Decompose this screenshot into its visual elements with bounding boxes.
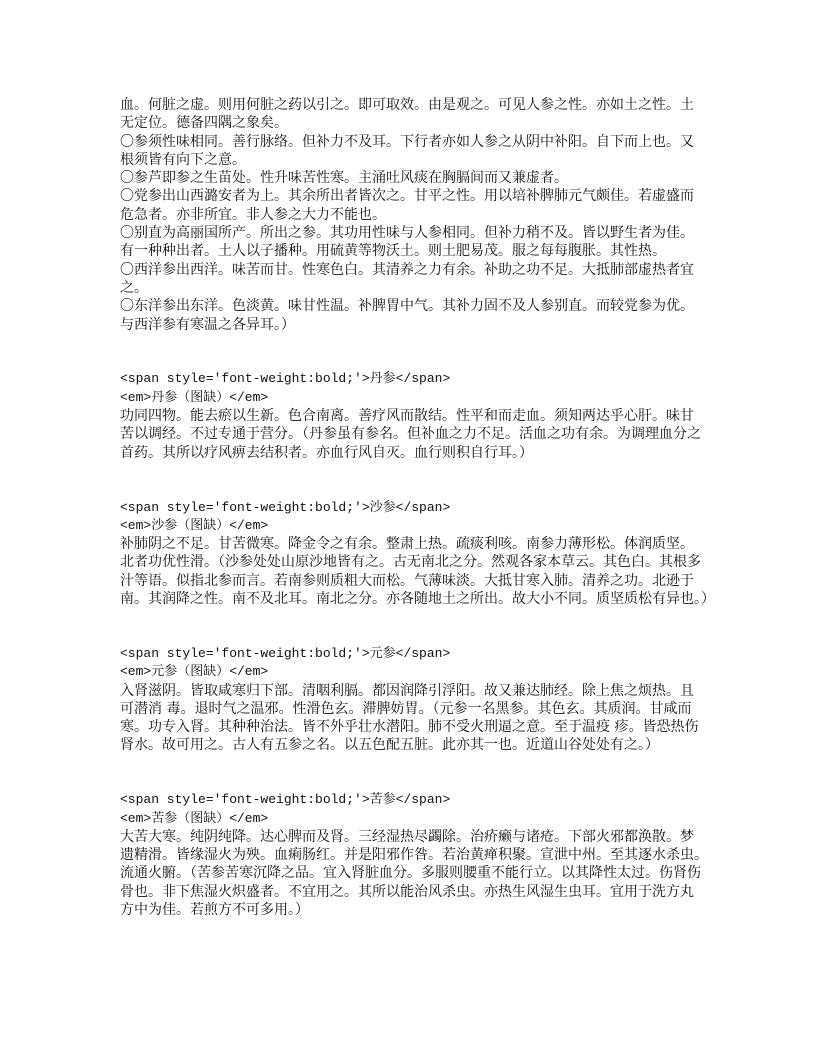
text-line: 〇参须性味相同。善行脉络。但补力不及耳。下行者亦如人参之从阴中补阳。自下而上也。又 <box>120 133 694 150</box>
text-line: 与西洋参有寒温之各异耳。） <box>120 316 295 333</box>
section-caption: <em>沙参（图缺）</em> <box>120 517 269 533</box>
section-caption: <em>丹参（图缺）</em> <box>120 389 269 405</box>
text-line: 无定位。德备四隅之象矣。 <box>120 115 288 132</box>
section-kushen <box>120 791 720 919</box>
text-line: 〇别直为高丽国所产。所出之参。其功用性味与人参相同。但补力稍不及。皆以野生者为佳。 <box>120 225 694 242</box>
text-line: 苦以调经。不过专通于营分。（丹参虽有参名。但补血之力不足。活血之功有余。为调理血分之 <box>120 426 701 443</box>
text-line: 南。其润降之性。南不及北耳。南北之分。亦各随地土之所出。故大小不同。质坚质松有异也。） <box>120 591 715 608</box>
section-header: <span style='font-weight:bold;'>丹参</span> <box>120 371 451 387</box>
intro-text <box>120 96 720 334</box>
text-line: 大苦大寒。纯阴纯降。达心脾而及肾。三经湿热尽蠲除。治疥癞与诸疮。下部火邪都涣散。梦 <box>120 828 694 845</box>
text-line: 〇党参出山西潞安者为上。其余所出者皆次之。甘平之性。用以培补脾肺元气颇佳。若虚盛而 <box>120 188 694 205</box>
text-line: 〇东洋参出东洋。色淡黄。味甘性温。补脾胃中气。其补力固不及人参别直。而较党参为优。 <box>120 298 694 315</box>
text-line: 〇西洋参出西洋。味苦而甘。性寒色白。其清养之力有余。补助之功不足。大抵肺部虚热者宜 <box>120 261 694 278</box>
text-line: 寒。功专入肾。其种种治法。皆不外乎壮水潜阳。肺不受火刑逼之意。至于温疫 疹。皆恐热伤 <box>120 719 699 736</box>
text-line: 有一种种出者。土人以子播种。用硫黄等物沃土。则土肥易茂。服之每每腹胀。其性热。 <box>120 243 666 260</box>
section-caption: <em>苦参（图缺）</em> <box>120 810 269 826</box>
section-header: <span style='font-weight:bold;'>元参</span> <box>120 645 451 661</box>
section-shashen <box>120 499 720 609</box>
text-line: 入肾滋阴。皆取咸寒归下部。清咽利膈。都因润降引浮阳。故又兼达肺经。除上焦之烦热。且 <box>120 682 694 699</box>
text-line: 方中为佳。若煎方不可多用。） <box>120 902 309 919</box>
text-line: 补肺阴之不足。甘苦微寒。降金令之有余。整肃上热。疏痰利咳。南参力薄形松。体润质坚。 <box>120 536 694 553</box>
text-line: 遗精滑。皆缘湿火为殃。血痢肠红。并是阳邪作咎。若治黄瘅积聚。宣泄中州。至其逐水杀虫。 <box>120 847 708 864</box>
text-line: 可潜消 毒。退时气之温邪。性滑色玄。滞脾妨胃。（元参一名黑参。其色玄。其质润。甘咸而 <box>120 700 692 717</box>
section-caption: <em>元参（图缺）</em> <box>120 664 269 680</box>
text-line: 血。何脏之虚。则用何脏之药以引之。即可取效。由是观之。可见人参之性。亦如土之性。土 <box>120 97 694 113</box>
section-danshen <box>120 370 720 461</box>
document-page <box>120 96 720 919</box>
text-line: 之。 <box>120 279 148 296</box>
text-line: 首药。其所以疗风痹去结积者。亦血行风自灭。血行则积自行耳。） <box>120 444 533 461</box>
text-line: 骨也。非下焦湿火炽盛者。不宜用之。其所以能治风杀虫。亦热生风湿生虫耳。宜用于洗方丸 <box>120 883 694 900</box>
section-yuanshen <box>120 645 720 755</box>
text-line: 肾水。故可用之。古人有五参之名。以五色配五脏。此亦其一也。近道山谷处处有之。） <box>120 737 659 754</box>
text-line: 根须皆有向下之意。 <box>120 151 246 168</box>
text-line: 北者功优性滑。（沙参处处山原沙地皆有之。古无南北之分。然观各家本草云。其色白。其根多 <box>120 554 701 571</box>
text-line: 功同四物。能去瘀以生新。色合南离。善疗风而散结。性平和而走血。须知两达乎心肝。味甘 <box>120 408 694 425</box>
section-header: <span style='font-weight:bold;'>沙参</span> <box>120 499 451 515</box>
text-line: 〇参芦即参之生苗处。性升味苦性寒。主涌吐风痰在胸膈间而又兼虚者。 <box>120 170 568 187</box>
text-line: 流通火腑。（苦参苦寒沉降之品。宜入肾脏血分。多服则腰重不能行立。以其降性太过。伤肾伤 <box>120 865 701 882</box>
section-header: <span style='font-weight:bold;'>苦参</span> <box>120 792 451 808</box>
text-line: 危急者。亦非所宜。非人参之大力不能也。 <box>120 206 386 223</box>
text-line: 汁等语。似指北参而言。若南参则质粗大而松。气薄味淡。大抵甘寒入肺。清养之功。北逊于 <box>120 572 694 589</box>
